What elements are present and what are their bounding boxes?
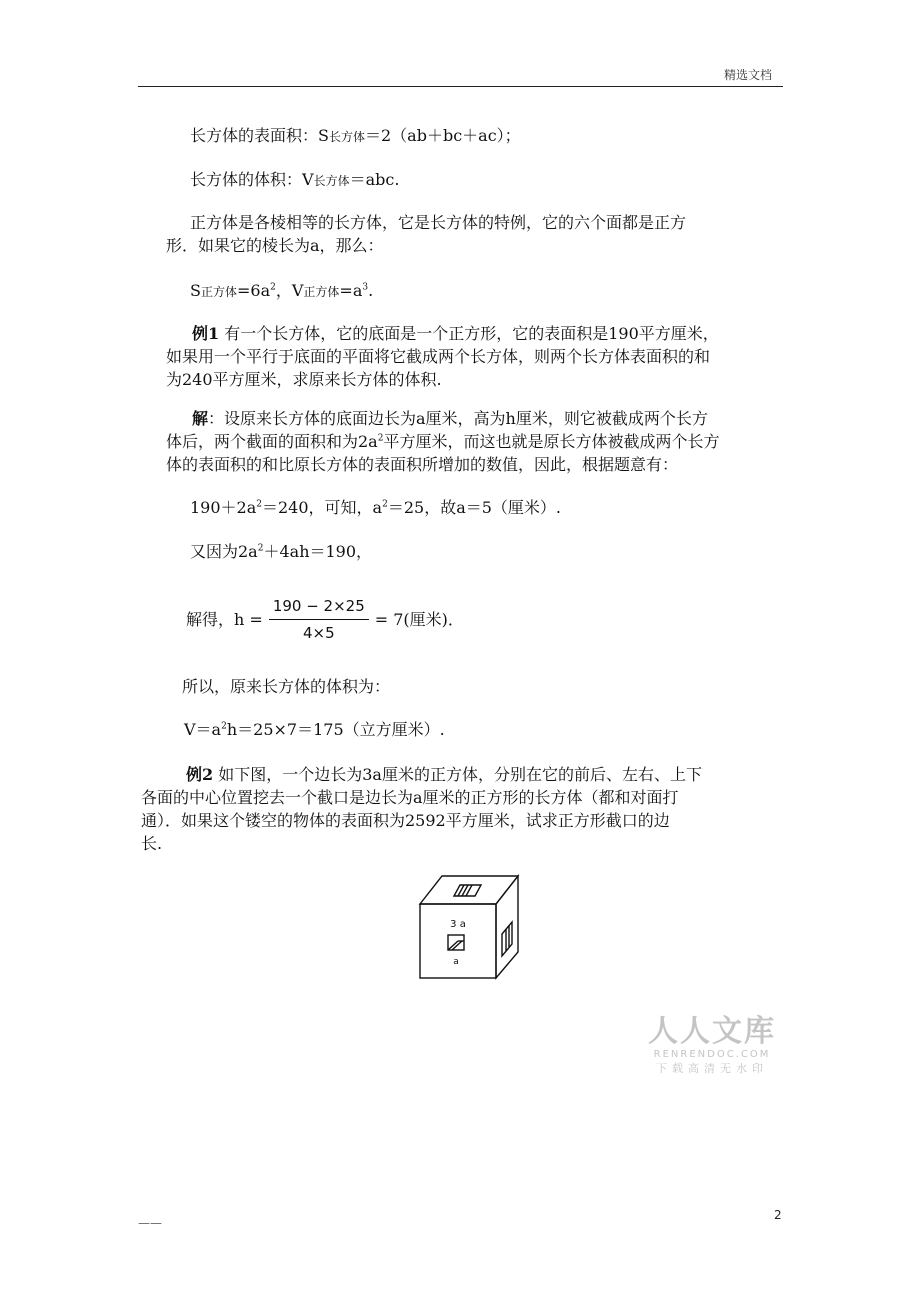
example1-line1: 例1 有一个长方体，它的底面是一个正方形，它的表面积是190平方厘米，	[192, 324, 719, 343]
watermark-logo-text: 人人文库	[648, 1014, 776, 1049]
solution-line2: 体后，两个截面的面积和为$2a^2$平方厘米，而这也就是原长方体被截成两个长方	[166, 432, 720, 451]
side-length-label: 3 a	[450, 919, 466, 930]
hollow-cube-figure	[418, 874, 520, 984]
header-rule	[138, 86, 783, 87]
example2-line2: 各面的中心位置挖去一个截口是边长为a厘米的正方形的长方体（都和对面打	[141, 788, 679, 807]
hollow-cube-drawing	[418, 874, 520, 980]
equation-1: $190+2a^2=240$，可知，$a^2=25$，故a＝5（厘米）.	[190, 498, 561, 517]
surface-area-formula: 长方体的表面积：S长方体＝2（ab＋bc＋ac）；	[190, 126, 521, 145]
hole-length-label: a	[453, 957, 459, 967]
equation-3: 解得，h = $\frac{190 - 2\times 25}{4\times 5}$ = 7(厘米)．	[186, 597, 464, 642]
example1-line2: 如果用一个平行于底面的平面将它截成两个长方体，则两个长方体表面积的和	[166, 347, 711, 366]
solution-label: 解	[192, 409, 209, 428]
example2-line4: 长.	[141, 834, 163, 853]
watermark	[648, 1016, 776, 1076]
watermark-tagline: 下载高清无水印	[656, 1062, 768, 1075]
right-hole	[502, 922, 512, 956]
page-number: 2	[774, 1208, 782, 1222]
fraction	[269, 596, 369, 643]
cube-definition-line2: 形．如果它的棱长为a，那么：	[166, 236, 384, 255]
solution-line1: 解：设原来长方体的底面边长为a厘米，高为h厘米，则它被截成两个长方	[192, 409, 708, 428]
page-header: 精选文档	[724, 68, 773, 82]
fraction-numerator: 190 − 2×25	[269, 596, 369, 620]
cube-definition-line1: 正方体是各棱相等的长方体，它是长方体的特例，它的六个面都是正方	[190, 213, 687, 232]
example2-line1: 例2 如下图，一个边长为3a厘米的正方体，分别在它的前后、左右、上下	[186, 765, 702, 784]
solution-line3: 体的表面积的和比原长方体的表面积所增加的数值，因此，根据题意有：	[166, 455, 679, 474]
equation-5: $V=a^2h=25\times 7=175$（立方厘米）.	[184, 720, 445, 739]
watermark-site: RENRENDOC.COM	[653, 1049, 771, 1060]
volume-intro: 所以，原来长方体的体积为：	[182, 677, 391, 696]
cube-formulas: S正方体$=6a^2$，V正方体$=a^3$.	[190, 281, 374, 300]
equation-2: 又因为$2a^2+4ah=190$，	[190, 542, 373, 561]
example1-label: 例1	[192, 324, 220, 343]
example2-line3: 通）．如果这个镂空的物体的表面积为2592平方厘米，试求正方形截口的边	[141, 811, 670, 830]
example1-line3: 为240平方厘米，求原来长方体的体积.	[166, 370, 442, 389]
footer-dash: ——	[138, 1216, 162, 1230]
example2-label: 例2	[186, 765, 214, 784]
volume-formula: 长方体的体积：V长方体＝abc.	[190, 170, 400, 189]
fraction-denominator: 4×5	[302, 624, 335, 642]
